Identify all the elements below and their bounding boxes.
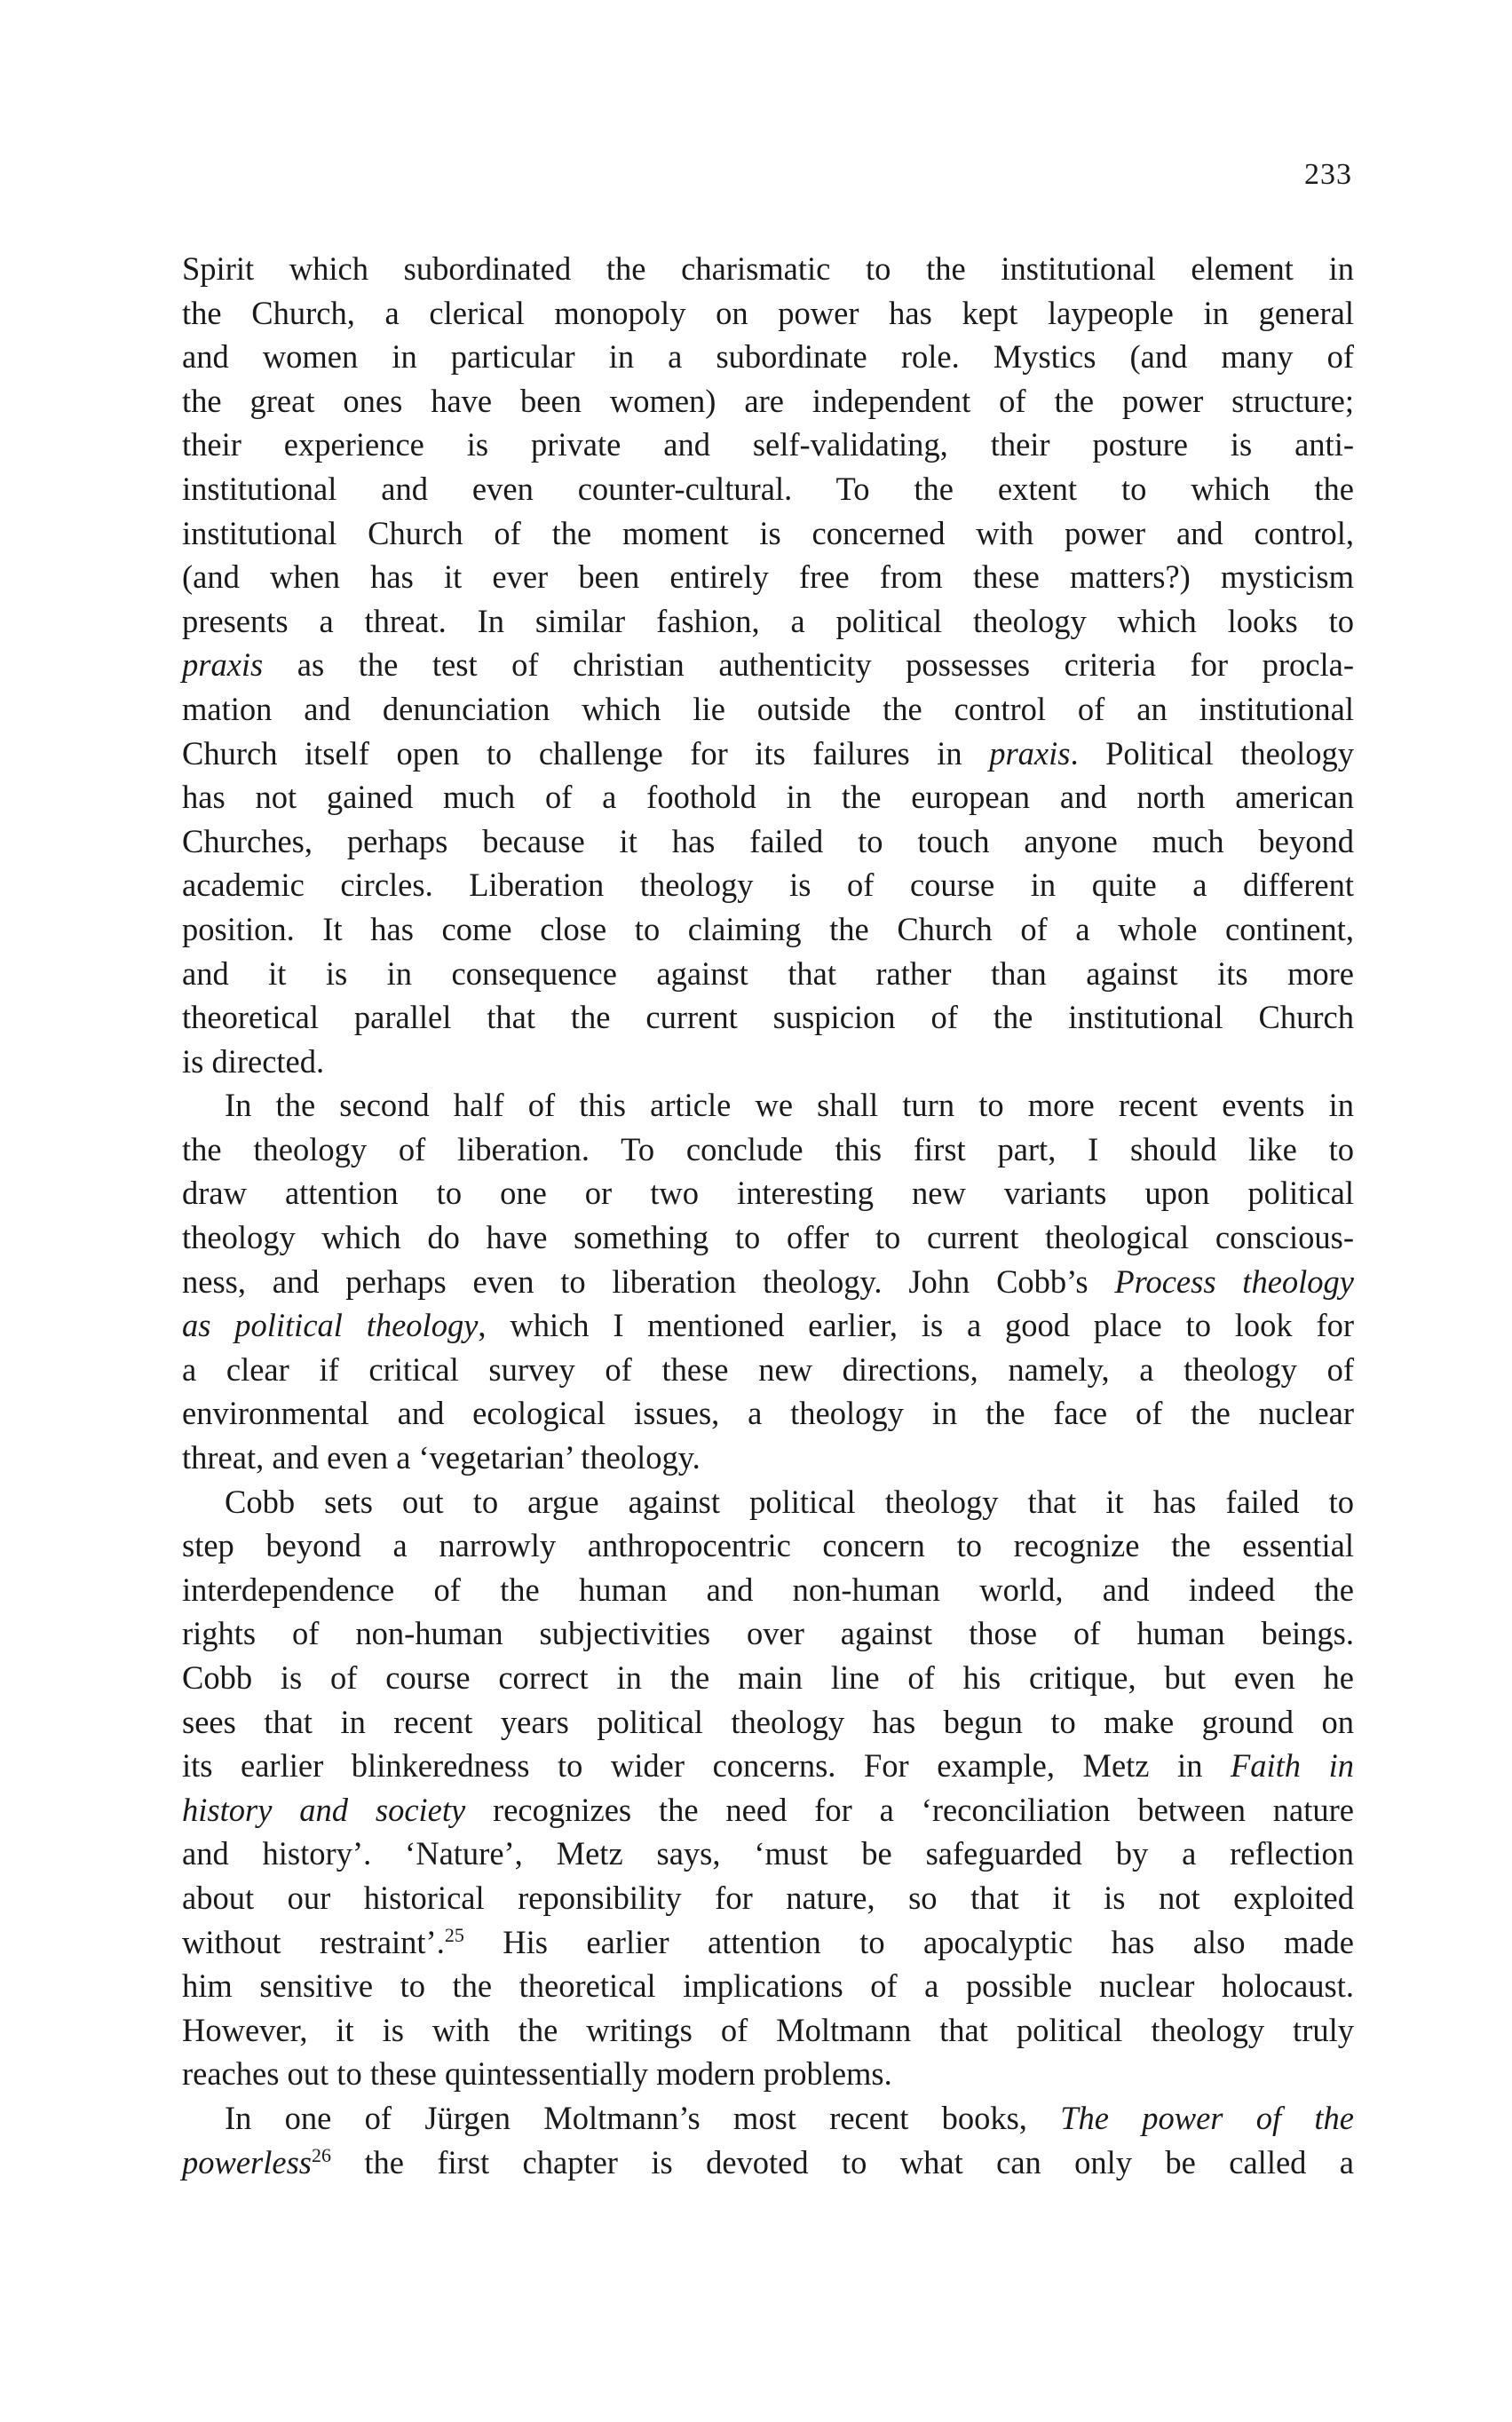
text-line	[182, 555, 1354, 599]
text-line	[182, 643, 1354, 687]
paragraph	[182, 247, 1354, 1083]
text-line	[182, 732, 1354, 776]
line-text: as the test of christian authenticity possesses criteria for procla-	[263, 646, 1354, 684]
italic-title: praxis	[182, 646, 264, 684]
line-text: Cobb sets out to argue against political theology that it has failed to	[225, 1483, 1354, 1520]
line-text: is directed.	[182, 1042, 325, 1080]
line-text: Church itself open to challenge for its failures in	[182, 734, 990, 772]
text-line	[182, 1260, 1354, 1304]
line-text: In the second half of this article we shall turn to more recent events in	[225, 1087, 1354, 1124]
line-text: However, it is with the writings of Moltmann that political theology truly	[182, 2011, 1354, 2048]
text-line	[182, 335, 1354, 379]
line-text: has not gained much of a foothold in the european and north american	[182, 779, 1354, 816]
text-line	[182, 1391, 1354, 1436]
line-text: institutional Church of the moment is concerned with power and control,	[182, 514, 1354, 551]
line-text: . Political theology	[1070, 734, 1354, 772]
text-line	[182, 1700, 1354, 1745]
text-line	[182, 1128, 1354, 1172]
text-line	[182, 1788, 1354, 1832]
text-line	[182, 863, 1354, 907]
line-text: about our historical reponsibility for nature, so that it is not exploited	[182, 1879, 1354, 1916]
line-text: and women in particular in a subordinate role. Mystics (and many of	[182, 338, 1354, 376]
text-line	[182, 1215, 1354, 1260]
line-text: academic circles. Liberation theology is of course in quite a different	[182, 867, 1354, 904]
line-text: recognizes the need for a ‘reconciliation between nature	[465, 1791, 1354, 1828]
line-text: (and when has it ever been entirely free from these matters?) mysticism	[182, 558, 1354, 596]
line-text: position. It has come close to claiming the Church of a whole continent,	[182, 910, 1354, 947]
line-text: theology which do have something to offer to current theological conscious-	[182, 1219, 1354, 1256]
line-text: the Church, a clerical monopoly on power has kept laypeople in general	[182, 294, 1354, 331]
italic-title: Process theology	[1114, 1262, 1354, 1300]
text-line	[182, 1568, 1354, 1612]
paragraph	[182, 1083, 1354, 1479]
paragraph	[182, 2096, 1354, 2184]
body-text	[182, 247, 1354, 2184]
line-text: rights of non-human subjectivities over against those of human beings.	[182, 1615, 1354, 1652]
italic-title: The power of the	[1060, 2099, 1355, 2136]
text-line	[182, 1436, 1354, 1480]
text-line	[182, 1480, 1354, 1524]
italic-title: powerless	[182, 2143, 312, 2181]
line-text: mation and denunciation which lie outside the control of an institutional	[182, 690, 1354, 727]
text-line	[182, 2096, 1354, 2141]
footnote-ref: 25	[444, 1923, 464, 1946]
line-text: their experience is private and self-validating, their posture is anti-	[182, 426, 1354, 463]
line-text: environmental and ecological issues, a theology in the face of the nuclear	[182, 1395, 1354, 1432]
text-line	[182, 2052, 1354, 2096]
text-line	[182, 907, 1354, 952]
text-line	[182, 775, 1354, 819]
text-line	[182, 467, 1354, 511]
line-text: without restraint’.	[182, 1923, 445, 1960]
line-text: and it is in consequence against that rather than against its more	[182, 954, 1354, 992]
text-line	[182, 2008, 1354, 2053]
text-line	[182, 1348, 1354, 1392]
text-line	[182, 1083, 1354, 1128]
paragraph	[182, 1480, 1354, 2096]
footnote-ref: 26	[312, 2143, 331, 2166]
text-line	[182, 379, 1354, 423]
text-line	[182, 1832, 1354, 1876]
page-number: 233	[1304, 158, 1352, 191]
line-text: its earlier blinkeredness to wider concerns. For example, Metz in	[182, 1747, 1231, 1785]
line-text: His earlier attention to apocalyptic has also made	[463, 1923, 1355, 1960]
text-line	[182, 1171, 1354, 1215]
line-text: interdependence of the human and non-human world, and indeed the	[182, 1571, 1354, 1608]
text-line	[182, 1303, 1354, 1348]
text-line	[182, 687, 1354, 732]
line-text: a clear if critical survey of these new directions, namely, a theology of	[182, 1350, 1354, 1388]
line-text: the theology of liberation. To conclude this first part, I should like to	[182, 1130, 1354, 1167]
line-text: step beyond a narrowly anthropocentric concern to recognize the essential	[182, 1527, 1354, 1564]
italic-title: Faith in	[1230, 1747, 1354, 1785]
italic-title: praxis	[989, 734, 1071, 772]
text-line	[182, 1611, 1354, 1656]
text-line	[182, 2141, 1354, 2185]
italic-title: history and society	[182, 1791, 466, 1828]
italic-title: as political theology	[182, 1307, 479, 1344]
line-text: draw attention to one or two interesting new variants upon political	[182, 1175, 1354, 1212]
line-text: sees that in recent years political theology has begun to make ground on	[182, 1703, 1354, 1740]
text-line	[182, 1524, 1354, 1568]
line-text: and history’. ‘Nature’, Metz says, ‘must be safeguarded by a reflection	[182, 1835, 1354, 1872]
line-text: Churches, perhaps because it has failed to touch anyone much beyond	[182, 822, 1354, 859]
text-line	[182, 819, 1354, 864]
line-text: the first chapter is devoted to what can only be called a	[331, 2143, 1354, 2181]
line-text: ness, and perhaps even to liberation theology. John Cobb’s	[182, 1262, 1115, 1300]
text-line	[182, 1040, 1354, 1084]
line-text: him sensitive to the theoretical implications of a possible nuclear holocaust.	[182, 1967, 1354, 2005]
line-text: In one of Jürgen Moltmann’s most recent books,	[225, 2099, 1061, 2136]
text-line	[182, 1876, 1354, 1920]
line-text: reaches out to these quintessentially modern problems.	[182, 2055, 892, 2093]
line-text: threat, and even a ‘vegetarian’ theology.	[182, 1439, 701, 1476]
text-line	[182, 995, 1354, 1040]
line-text: , which I mentioned earlier, is a good place to look for	[478, 1307, 1355, 1344]
text-line	[182, 247, 1354, 291]
text-line	[182, 1744, 1354, 1788]
text-line	[182, 423, 1354, 467]
line-text: theoretical parallel that the current suspicion of the institutional Church	[182, 999, 1354, 1036]
line-text: presents a threat. In similar fashion, a political theology which looks to	[182, 602, 1354, 639]
text-line	[182, 952, 1354, 996]
text-line	[182, 599, 1354, 644]
text-line	[182, 511, 1354, 556]
text-line	[182, 291, 1354, 336]
line-text: Cobb is of course correct in the main line of his critique, but even he	[182, 1659, 1354, 1696]
line-text: institutional and even counter-cultural. To the extent to which the	[182, 470, 1354, 507]
text-line	[182, 1920, 1354, 1965]
text-line	[182, 1964, 1354, 2008]
line-text: the great ones have been women) are independent of the power structure;	[182, 382, 1354, 419]
text-line	[182, 1656, 1354, 1700]
line-text: Spirit which subordinated the charismatic to the institutional element in	[182, 250, 1354, 287]
